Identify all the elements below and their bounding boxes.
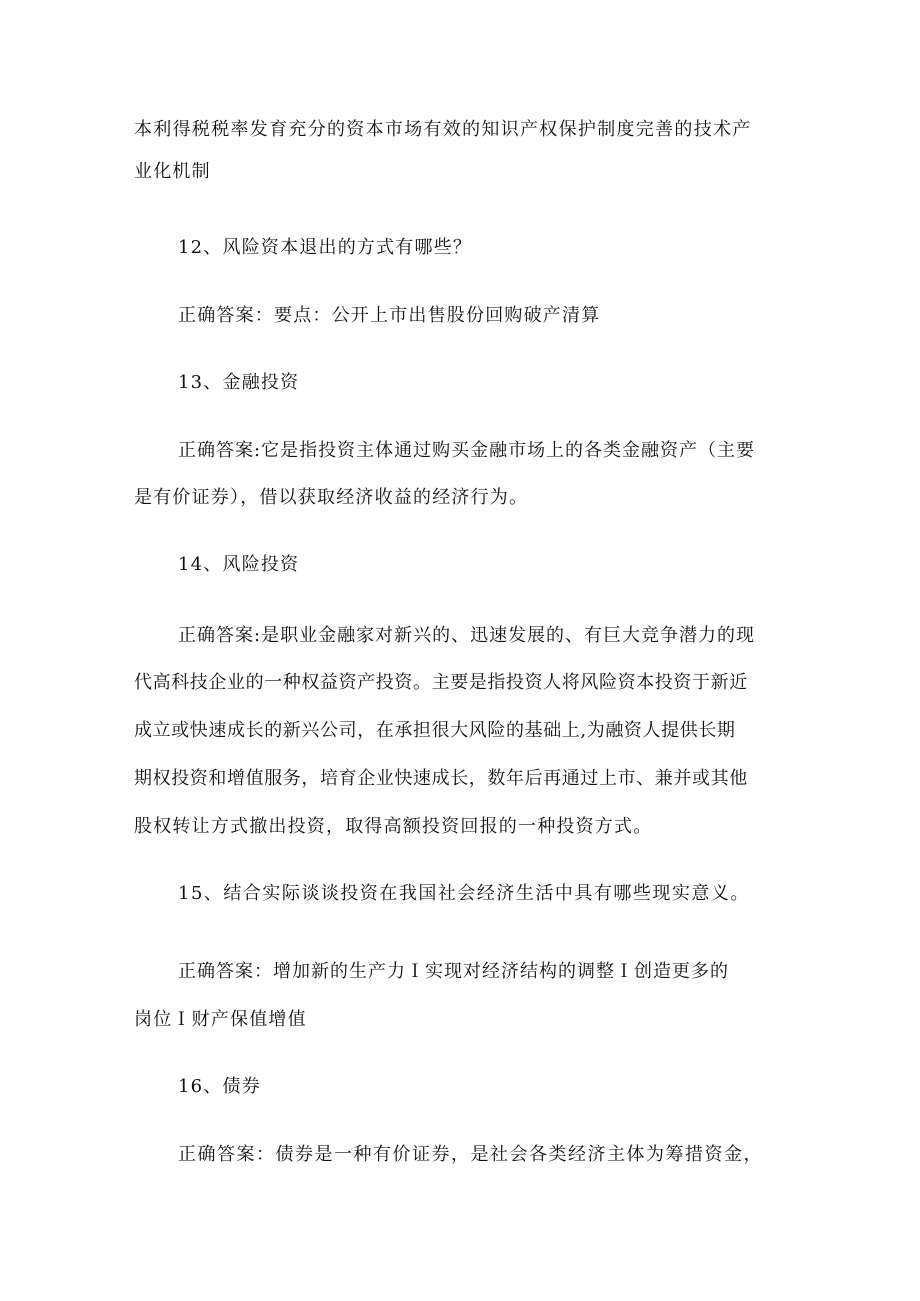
answer-11-continued-line-2: 业化机制 xyxy=(134,161,211,182)
answer-14-line-4: 期权投资和增值服务，培育企业快速成长，数年后再通过上市、兼并或其他 xyxy=(134,768,748,789)
answer-12: 正确答案：要点：公开上市出售股份回购破产清算 xyxy=(178,305,601,326)
answer-14-line-1: 正确答案:是职业金融家对新兴的、迅速发展的、有巨大竞争潜力的现 xyxy=(178,625,756,646)
question-12: 12、风险资本退出的方式有哪些？ xyxy=(178,237,473,258)
answer-14-line-5: 股权转让方式撤出投资，取得高额投资回报的一种投资方式。 xyxy=(134,816,653,837)
answer-14-line-3: 成立或快速成长的新兴公司，在承担很大风险的基础上,为融资人提供长期 xyxy=(134,720,736,741)
answer-15-line-1: 正确答案：增加新的生产力Ｉ实现对经济结构的调整Ｉ创造更多的 xyxy=(178,961,729,982)
question-13: 13、金融投资 xyxy=(178,372,300,393)
answer-11-continued-line-1: 本利得税税率发育充分的资本市场有效的知识产权保护制度完善的技术产 xyxy=(134,119,752,140)
answer-13-line-1: 正确答案:它是指投资主体通过购买金融市场上的各类金融资产（主要 xyxy=(178,440,756,461)
question-16: 16、债券 xyxy=(178,1076,261,1097)
answer-15-line-2: 岗位Ｉ财产保值增值 xyxy=(134,1009,307,1030)
answer-14-line-2: 代高科技企业的一种权益资产投资。主要是指投资人将风险资本投资于新近 xyxy=(134,672,748,693)
question-14: 14、风险投资 xyxy=(178,554,300,575)
answer-16-line-1: 正确答案：债券是一种有价证券，是社会各类经济主体为筹措资金， xyxy=(178,1144,763,1165)
question-15: 15、结合实际谈谈投资在我国社会经济生活中具有哪些现实意义。 xyxy=(178,883,750,904)
answer-13-line-2: 是有价证券），借以获取经济收益的经济行为。 xyxy=(134,487,529,508)
